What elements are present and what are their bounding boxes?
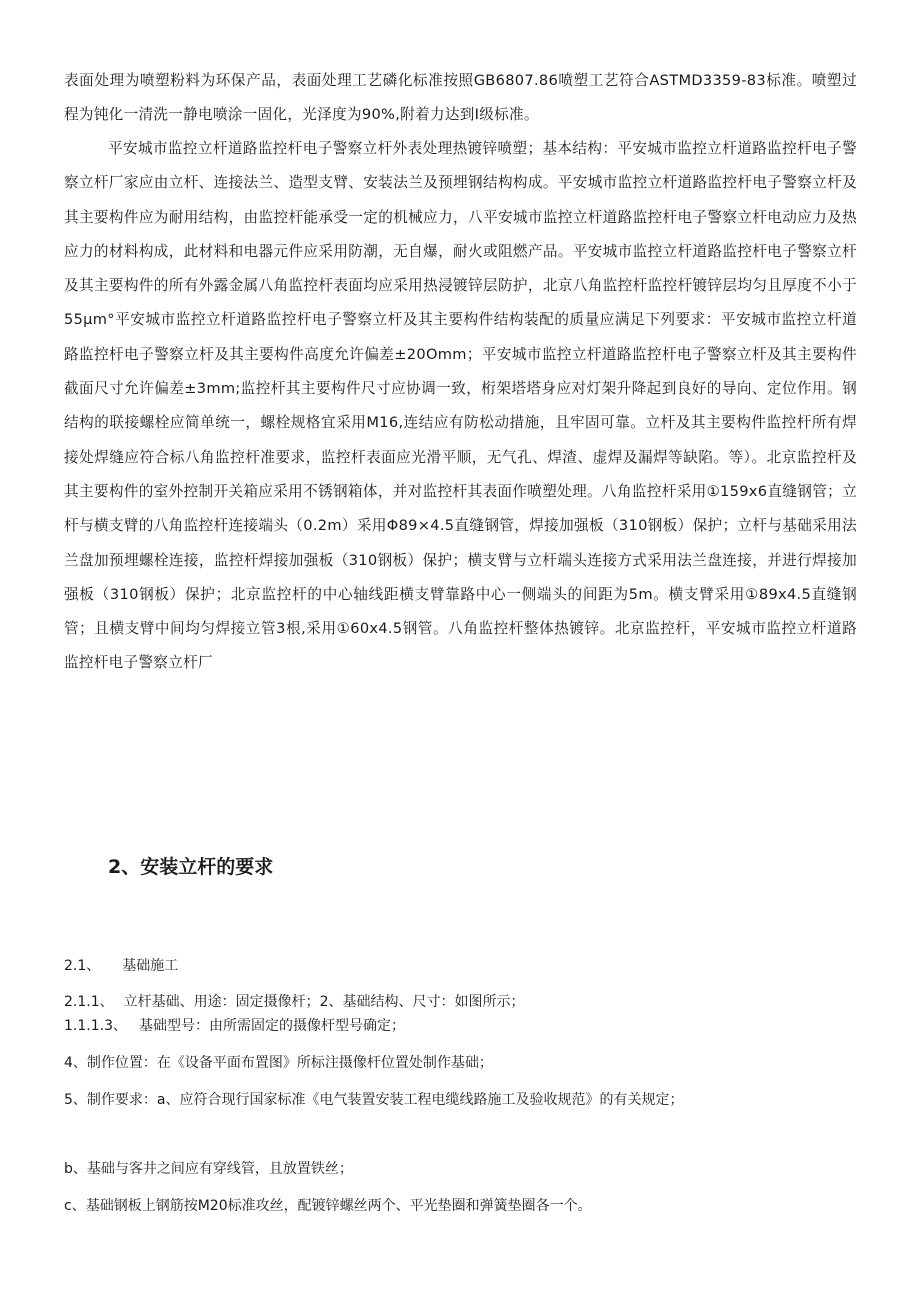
section-heading-install-pole (108, 852, 273, 882)
list-item-5 (64, 1089, 684, 1111)
list-item-text: 基础钢板上钢筋按M20标准攻丝，配镀锌螺丝两个、平光垫圈和弹簧垫圈各一个。 (85, 1198, 592, 1214)
list-item-text: 制作位置：在《设备平面布置图》所标注摄像杆位置处制作基础； (86, 1055, 493, 1071)
paragraph-basic-structure: 平安城市监控立杆道路监控杆电子警察立杆外表处理热镀锌喷塑；基本结构：平安城市监控立杆道路监控杆电子警察立杆厂家应由立杆、连接法兰、造型支臂、安装法兰及预埋钢结构构成。平安城市监控立杆道路监控杆电子警察立杆及其主要构件应为耐用结构，由监控杆能承受一定的机械应力，八平安城市监控立杆道路监控杆电子警察立杆电动应力及热应力的材料构成，此材料和电器元件应采用防潮，无自爆，耐火或阻燃产品。平安城市监控立杆道路监控杆电子警察立杆及其主要构件的所有外露金属八角监控杆表面均应采用热浸镀锌层防护，北京八角监控杆监控杆镀锌层均匀且厚度不小于55μm°平安城市监控立杆道路监控杆电子警察立杆及其主要构件结构装配的质量应满足下列要求：平安城市监控立杆道路监控杆电子警察立杆及其主要构件高度允许偏差±20Omm；平安城市监控立杆道路监控杆电子警察立杆及其主要构件截面尺寸允许偏差±3mm;监控杆其主要构件尺寸应协调一致，桁架塔塔身应对灯架升降起到良好的导向、定位作用。钢结构的联接螺栓应简单统一，螺栓规格宜采用M16,连结应有防松动措施，且牢固可靠。立杆及其主要构件监控杆所有焊接处焊缝应符合标八角监控杆准要求，监控杆表面应光滑平顺，无气孔、焊渣、虚焊及漏焊等缺陷。等）。北京监控杆及其主要构件的室外控制开关箱应采用不锈钢箱体，并对监控杆其表面作喷塑处理。八角监控杆采用①159x6直缝钢管；立杆与横支臂的八角监控杆连接端头（0.2m）采用Φ89×4.5直缝钢管，焊接加强板（310钢板）保护；立杆与基础采用法兰盘加预埋螺栓连接，监控杆焊接加强板（310钢板）保护；横支臂与立杆端头连接方式采用法兰盘连接，并进行焊接加强板（310钢板）保护；北京监控杆的中心轴线距横支臂靠路中心一侧端头的间距为5m。横支臂采用①89x4.5直缝钢管；且横支臂中间均匀焊接立管3根,采用①60x4.5钢管。八角监控杆整体热镀锌。北京监控杆，平安城市监控立杆道路监控杆电子警察立杆厂 (64, 140, 857, 672)
list-item-number: 2.1.1、 (64, 994, 114, 1010)
list-item-number: 4、 (64, 1055, 87, 1071)
list-item-1-1-1-3 (64, 1015, 405, 1037)
list-item-number: 1.1.1.3、 (64, 1018, 127, 1034)
list-item-text: 制作要求：a、应符合现行国家标准《电气装置安装工程电缆线路施工及验收规范》的有关规定； (86, 1092, 684, 1108)
list-item-text: 基础施工 (122, 958, 179, 974)
list-item-2-1-1 (64, 991, 525, 1013)
list-item-c (64, 1195, 592, 1217)
list-item-text: 基础与客井之间应有穿线管，且放置铁丝； (86, 1161, 353, 1177)
list-item-text: 基础型号：由所需固定的摄像杆型号确定； (138, 1018, 405, 1034)
section-heading-number: 2 (108, 856, 122, 878)
list-item-number: 5、 (64, 1092, 87, 1108)
section-heading-text: 、安装立杆的要求 (121, 856, 274, 878)
list-item-number: c、 (64, 1198, 86, 1214)
list-item-text: 立杆基础、用途：固定摄像杆；2、基础结构、尺寸：如图所示； (123, 994, 525, 1010)
list-item-number: 2.1、 (64, 958, 101, 974)
list-item-4 (64, 1052, 493, 1074)
list-item-b (64, 1158, 353, 1180)
list-item-number: b、 (64, 1161, 87, 1177)
paragraph-surface-treatment: 表面处理为喷塑粉料为环保产品，表面处理工艺磷化标准按照GB6807.86喷塑工艺符合ASTMD3359-83标准。喷塑过程为钝化一清洗一静电喷涂一固化，光泽度为90%,附着力达到I级标准。 (64, 72, 857, 124)
list-item-2-1 (64, 955, 178, 977)
